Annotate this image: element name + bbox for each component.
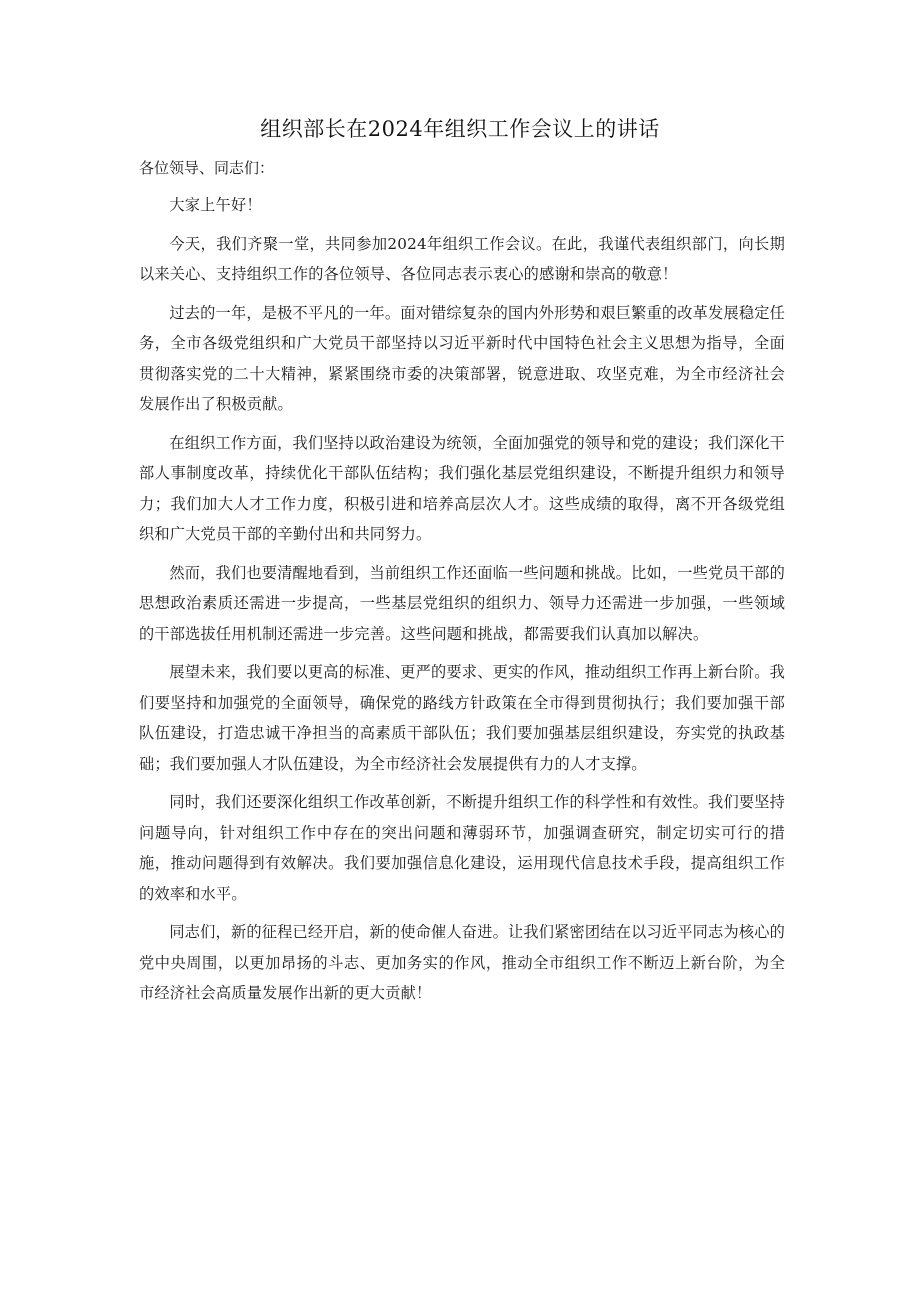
paragraph-past-year: 过去的一年，是极不平凡的一年。面对错综复杂的国内外形势和艰巨繁重的改革发展稳定任务，全市各级党组织和广大党员干部坚持以习近平新时代中国特色社会主义思想为指导，全面贯彻落实党的二十大精神，紧紧围绕市委的决策部署，锐意进取、攻坚克难，为全市经济社会发展作出了积极贡献。 bbox=[139, 303, 785, 413]
paragraph-opening: 今天，我们齐聚一堂，共同参加2024年组织工作会议。在此，我谨代表组织部门，向长期以来关心、支持组织工作的各位领导、各位同志表示衷心的感谢和崇高的敬意！ bbox=[139, 234, 785, 283]
paragraph-challenges: 然而，我们也要清醒地看到，当前组织工作还面临一些问题和挑战。比如，一些党员干部的思想政治素质还需进一步提高，一些基层党组织的组织力、领导力还需进一步加强，一些领域的干部选拔任用机制还需进一步完善。这些问题和挑战，都需要我们认真加以解决。 bbox=[139, 563, 785, 643]
document-title: 组织部长在2024年组织工作会议上的讲话 bbox=[260, 117, 660, 141]
paragraph-outlook: 展望未来，我们要以更高的标准、更严的要求、更实的作风，推动组织工作再上新台阶。我们要坚持和加强党的全面领导，确保党的路线方针政策在全市得到贯彻执行；我们要加强干部队伍建设，打造忠诚干净担当的高素质干部队伍；我们要加强基层组织建设，夯实党的执政基础；我们要加强人才队伍建设，为全市经济社会发展提供有力的人才支撑。 bbox=[139, 663, 785, 773]
paragraph-greeting: 大家上午好！ bbox=[169, 196, 262, 214]
speech-body bbox=[139, 190, 785, 1017]
salutation: 各位领导、同志们： bbox=[139, 159, 275, 177]
paragraph-achievements: 在组织工作方面，我们坚持以政治建设为统领，全面加强党的领导和党的建设；我们深化干部人事制度改革，持续优化干部队伍结构；我们强化基层党组织建设，不断提升组织力和领导力；我们加大人才工作力度，积极引进和培养高层次人才。这些成绩的取得，离不开各级党组织和广大党员干部的辛勤付出和共同努力。 bbox=[139, 433, 785, 543]
paragraph-reform: 同时，我们还要深化组织工作改革创新，不断提升组织工作的科学性和有效性。我们要坚持问题导向，针对组织工作中存在的突出问题和薄弱环节，加强调查研究，制定切实可行的措施，推动问题得到有效解决。我们要加强信息化建设，运用现代信息技术手段，提高组织工作的效率和水平。 bbox=[139, 793, 785, 903]
paragraph-closing: 同志们，新的征程已经开启，新的使命催人奋进。让我们紧密团结在以习近平同志为核心的党中央周围，以更加昂扬的斗志、更加务实的作风，推动全市组织工作不断迈上新台阶，为全市经济社会高质量发展作出新的更大贡献！ bbox=[139, 923, 785, 1002]
